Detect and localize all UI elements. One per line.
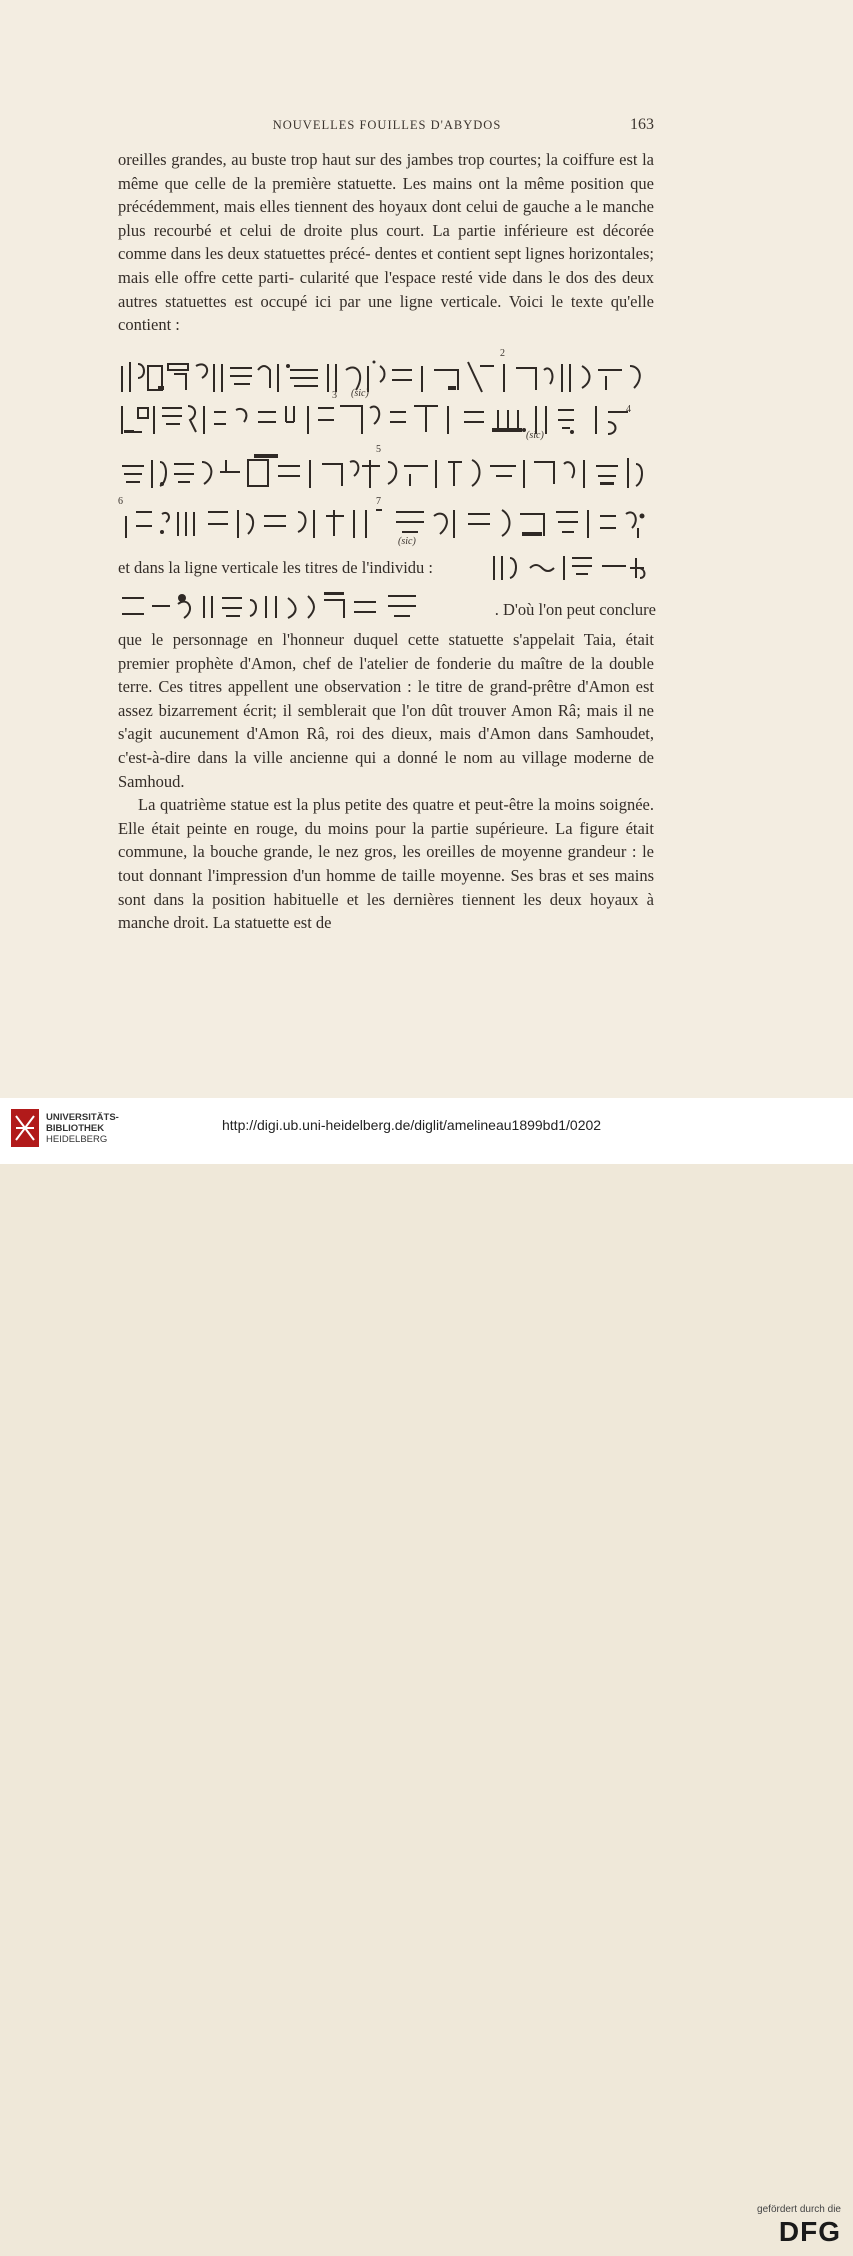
paragraph-1-text — [118, 148, 654, 337]
library-line-1: UNIVERSITÄTS- — [46, 1112, 119, 1123]
text-line: La partie inférieure est décorée comme dans les deux statuettes précé- — [118, 220, 655, 264]
text-line: est occupé ici par une ligne verticale. Voici le texte qu'elle contient : — [118, 291, 654, 335]
running-head — [118, 118, 656, 138]
text-line: La quatrième statue est la plus petite des quatre et peut-être la moins — [138, 795, 595, 815]
dfg-logo: DFG — [778, 2216, 841, 2247]
sic-note: (sic) — [526, 430, 544, 441]
paragraph-2-3 — [118, 628, 654, 935]
line-number: 6 — [118, 496, 123, 507]
hieroglyph-glyphs — [118, 502, 656, 542]
hieroglyph-line-3 — [118, 444, 656, 492]
library-line-3: HEIDELBERG — [46, 1134, 108, 1145]
text-line: dût trouver Amon Râ; mais il ne s'agit aucunement d'Amon Râ, roi des — [118, 700, 655, 744]
text-line: dentes et contient sept lignes horizontales; mais elle offre cette parti- — [118, 244, 655, 287]
scanned-page — [0, 0, 853, 1098]
hieroglyph-glyphs — [118, 398, 656, 438]
text-line: celui de gauche a le manche plus recourbé et celui de droite plus court. — [118, 197, 654, 240]
text-line: que le personnage en l'honneur duquel cette statuette s'appelait Taia, — [118, 630, 617, 649]
text-line: moyenne grandeur : le tout donnant l'impression d'un homme de taille — [118, 842, 655, 885]
hieroglyph-line-1 — [118, 348, 656, 399]
line-number: 2 — [500, 348, 505, 359]
funding-logo[interactable] — [731, 2204, 841, 2256]
hieroglyph-titles — [490, 552, 656, 582]
text-line: était premier prophète d'Amon, chef de l'atelier de fonderie du maître — [118, 630, 655, 673]
text-line: La figure était commune, la bouche grande, le nez gros, les oreilles de — [118, 818, 655, 862]
sic-note: (sic) — [351, 388, 369, 399]
text-line: dernières tiennent les deux hoyaux à manche droit. La statuette est de — [118, 889, 655, 933]
hieroglyph-glyphs — [118, 356, 656, 396]
vertical-line-intro: et dans la ligne verticale les titres de l'individu : — [118, 558, 434, 577]
text-line: grand-prêtre d'Amon est assez bizarrement écrit; il semblerait que l'on — [118, 677, 654, 720]
library-emblem-icon — [10, 1108, 40, 1148]
text-line: cularité que l'espace resté vide dans le dos des deux autres statuettes — [118, 267, 655, 311]
paragraph-2-text — [118, 628, 654, 793]
funding-caption: gefördert durch die — [757, 2204, 841, 2215]
library-line-2: BIBLIOTHEK — [46, 1123, 105, 1134]
paragraph-1 — [118, 148, 654, 337]
hieroglyph-glyphs — [118, 452, 656, 492]
text-line: oreilles grandes, au buste trop haut sur des jambes trop courtes; la — [118, 150, 558, 169]
text-line: même position que précédemment, mais elles tiennent des hoyaux dont — [118, 173, 654, 217]
line-number: 7 — [376, 496, 381, 507]
conclude-tail: . D'où l'on peut conclure — [494, 600, 656, 619]
library-logo[interactable] — [10, 1108, 118, 1152]
running-title: NOUVELLES FOUILLES D'ABYDOS — [272, 118, 502, 132]
line-number: 3 — [332, 390, 337, 401]
text-line: dieux, mais d'Amon dans Samhoudet, c'est-à-dire dans la ville ancienne — [118, 724, 654, 767]
conclude-row — [118, 594, 656, 624]
paragraph-3-text — [118, 793, 654, 935]
sic-note: (sic) — [398, 536, 416, 547]
text-line: coiffure est la même que celle de la première statuette. Les mains ont la — [118, 150, 655, 193]
hieroglyph-line-2 — [118, 390, 656, 441]
line-number: 5 — [376, 444, 381, 455]
vertical-line-row — [118, 552, 656, 582]
text-line: de la double terre. Ces titres appellent une observation : le titre de — [118, 653, 655, 697]
line-number: 4 — [626, 404, 631, 415]
text-line: moyenne. Ses bras et ses mains sont dans la position habituelle et les — [118, 865, 655, 909]
library-name — [46, 1112, 136, 1145]
text-line: qui a donné le nom au village moderne de Samhoud. — [118, 747, 654, 791]
hieroglyph-line-4 — [118, 496, 656, 547]
digitization-url-link[interactable]: http://digi.ub.uni-heidelberg.de/diglit/amelineau1899bd1/0202 — [222, 1117, 602, 1133]
page-number: 163 — [630, 116, 654, 133]
text-line: soignée. Elle était peinte en rouge, du moins pour la partie supérieure. — [118, 795, 654, 838]
hieroglyph-titles-continued — [118, 590, 448, 622]
